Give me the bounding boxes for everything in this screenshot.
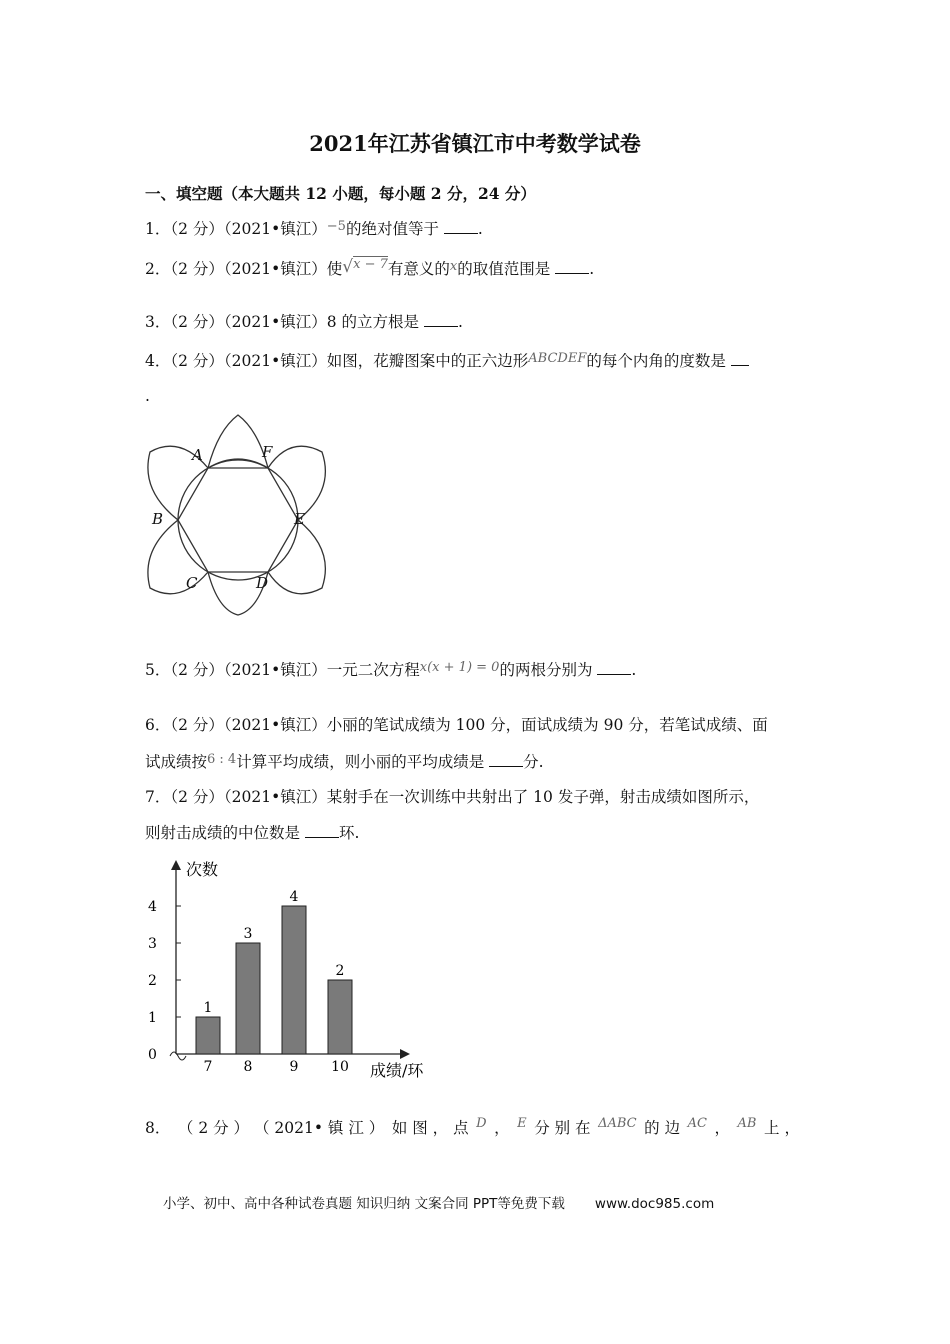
q2-answer-blank[interactable] — [555, 259, 589, 274]
q6-math: 6 : 4 — [207, 752, 237, 767]
q8-m3: ΔABC — [598, 1116, 637, 1131]
q6-text: 计算平均成绩，则小丽的平均成绩是 — [236, 753, 485, 771]
q6-answer-blank[interactable] — [489, 752, 523, 767]
q8-t6: 上 ， — [764, 1119, 800, 1137]
q1-number: 1． — [145, 220, 171, 238]
y-tick-label: 0 — [148, 1047, 157, 1063]
circle-outline — [178, 460, 298, 580]
q2-end: . — [589, 260, 595, 278]
q6-pre: 试成绩按 — [145, 753, 208, 771]
question-7-line-2 — [145, 822, 359, 844]
question-3 — [145, 311, 463, 333]
q4-number: 4． — [145, 352, 171, 370]
q1-answer-blank[interactable] — [444, 219, 478, 234]
q6-end: 分. — [523, 753, 544, 771]
x-tick-label: 8 — [243, 1059, 253, 1075]
q7-pre: 则射击成绩的中位数是 — [145, 824, 301, 842]
q8-t3: 分 别 在 — [534, 1119, 591, 1137]
question-7-line-1: 7．（2 分）（2021•镇江）某射手在一次训练中共射出了 10 发子弹，射击成绩如图所示， — [145, 788, 760, 806]
q8-m1: D — [476, 1116, 487, 1131]
y-tick-label: 4 — [148, 899, 157, 915]
q5-end: . — [631, 661, 637, 679]
y-tick-label: 2 — [148, 973, 157, 989]
q2-number: 2． — [145, 260, 171, 278]
q5-source: （2 分）（2021•镇江） — [170, 661, 327, 679]
q3-number: 3． — [145, 313, 171, 331]
question-8 — [145, 1117, 800, 1139]
q1-end: . — [477, 220, 483, 238]
vertex-label-e: E — [294, 510, 305, 528]
bar-value-label: 1 — [203, 1000, 213, 1016]
y-axis-arrow-icon — [171, 860, 181, 870]
q8-t5: ， — [714, 1119, 730, 1137]
q8-t4: 的 边 — [644, 1119, 681, 1137]
question-6-line-2 — [145, 751, 544, 775]
q8-t1: 如 图 ， 点 — [391, 1119, 469, 1137]
score-bar-chart — [140, 850, 450, 1082]
page-title: 2021年江苏省镇江市中考数学试卷 — [309, 131, 641, 156]
hexagon-outline — [178, 468, 298, 572]
q5-math: x(x + 1) = 0 — [419, 660, 500, 675]
q5-answer-blank[interactable] — [597, 660, 631, 675]
x-axis-label: 成绩/环 — [370, 1061, 424, 1080]
question-2 — [145, 258, 594, 282]
section-heading: 一、填空题（本大题共 12 小题，每小题 2 分，24 分） — [145, 184, 536, 203]
y-axis-label: 次数 — [186, 860, 219, 879]
q5-text: 的两根分别为 — [499, 661, 593, 679]
q8-number: 8． — [145, 1119, 171, 1137]
x-tick-label: 9 — [289, 1059, 299, 1075]
q3-text: 8 的立方根是 — [326, 313, 420, 331]
q7-answer-blank[interactable] — [305, 823, 339, 838]
vertex-label-b: B — [152, 510, 164, 528]
q1-text: 的绝对值等于 — [345, 220, 439, 238]
q3-end: . — [458, 313, 463, 331]
bar-value-label: 4 — [289, 889, 299, 905]
q4-answer-blank[interactable] — [731, 351, 749, 366]
bar-value-label: 2 — [335, 963, 345, 979]
q2-source: （2 分）（2021•镇江） — [170, 260, 327, 278]
q2-mid: 有意义的 — [387, 260, 450, 278]
q4-pre: 如图，花瓣图案中的正六边形 — [326, 352, 529, 370]
q8-t2: ， — [494, 1119, 510, 1137]
q2-pre: 使 — [326, 260, 343, 278]
q4-text: 的每个内角的度数是 — [586, 352, 726, 370]
x-axis-arrow-icon — [400, 1049, 410, 1059]
question-5 — [145, 659, 636, 683]
bar-value-label: 3 — [243, 926, 253, 942]
q8-m5: AB — [737, 1116, 757, 1131]
question-4 — [145, 350, 749, 374]
bar — [196, 1017, 220, 1054]
q2-var: x — [449, 259, 458, 274]
bar — [282, 906, 306, 1054]
question-1 — [145, 218, 483, 242]
q1-source: （2 分）（2021•镇江） — [170, 220, 327, 238]
q2-math: x − 7 — [353, 257, 388, 272]
vertex-label-a: A — [192, 446, 203, 464]
q5-pre: 一元二次方程 — [326, 661, 420, 679]
q8-source: （ 2 分 ） （ 2021• 镇 江 ） — [177, 1119, 385, 1137]
q4-end: . — [145, 387, 150, 405]
q8-m2: E — [517, 1116, 527, 1131]
q4-math: ABCDEF — [528, 351, 587, 366]
axis-break-icon — [170, 1052, 186, 1060]
footer — [163, 1192, 714, 1212]
q4-source: （2 分）（2021•镇江） — [170, 352, 327, 370]
vertex-label-f: F — [262, 443, 273, 461]
q3-answer-blank[interactable] — [424, 312, 458, 327]
q3-source: （2 分）（2021•镇江） — [170, 313, 327, 331]
question-6-line-1: 6．（2 分）（2021•镇江）小丽的笔试成绩为 100 分，面试成绩为 90 分，若笔试成绩、面 — [145, 716, 768, 734]
x-tick-label: 7 — [203, 1059, 213, 1075]
q5-number: 5． — [145, 661, 171, 679]
vertex-label-d: D — [256, 574, 269, 592]
y-tick-label: 1 — [148, 1010, 157, 1026]
flower-hexagon-figure — [140, 410, 335, 620]
footer-text: 小学、初中、高中各种试卷真题 知识归纳 文案合同 PPT等免费下载 — [163, 1196, 565, 1212]
q7-end: 环. — [338, 824, 360, 842]
y-tick-label: 3 — [148, 936, 157, 952]
bar — [236, 943, 260, 1054]
vertex-label-c: C — [186, 574, 198, 592]
sqrt-icon: √ — [342, 257, 354, 277]
q1-math: −5 — [326, 219, 346, 234]
q2-text: 的取值范围是 — [457, 260, 551, 278]
footer-link[interactable]: www.doc985.com — [594, 1196, 715, 1212]
q8-m4: AC — [687, 1116, 707, 1131]
x-tick-label: 10 — [331, 1059, 349, 1075]
bar — [328, 980, 352, 1054]
